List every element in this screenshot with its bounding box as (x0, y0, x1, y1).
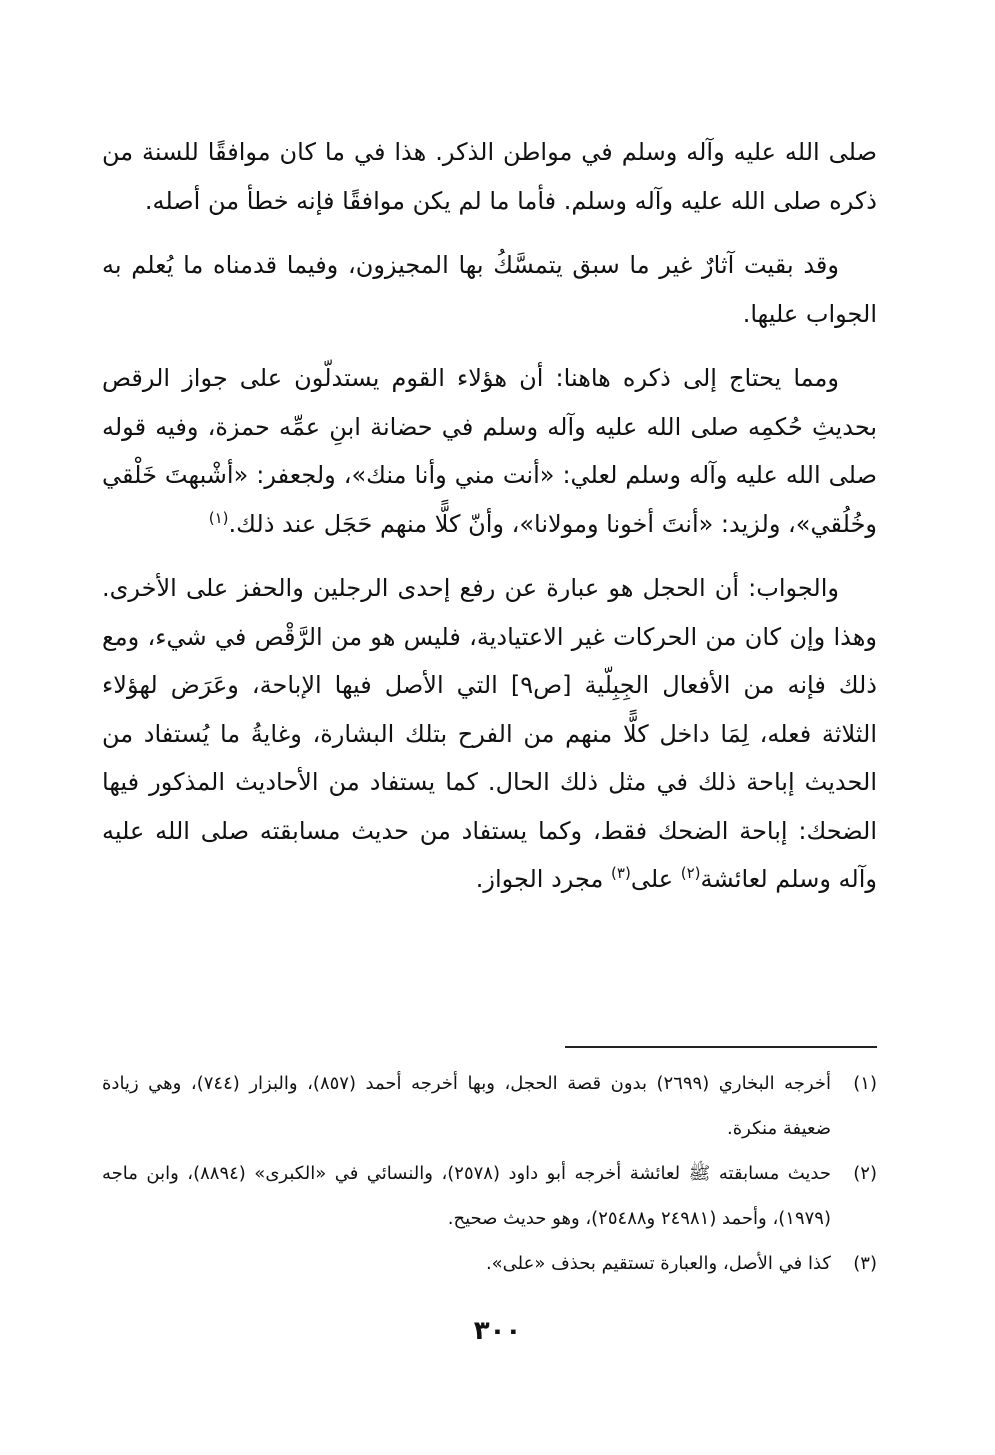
footnote-ref[interactable]: (١) (208, 508, 229, 527)
page-number: ٣٠٠ (473, 1316, 522, 1346)
footnote-text: أخرجه البخاري (٢٦٩٩) بدون قصة الحجل، وبها أخرجه أحمد (٨٥٧)، والبزار (٧٤٤)، وهي زيادة ضعيفة منكرة. (102, 1073, 831, 1139)
footnote-text: حديث مسابقته ﷺ لعائشة أخرجه أبو داود (٢٥٧٨)، والنسائي في «الكبرى» (٨٨٩٤)، وابن ماجه (١٩٧٩)، وأحمد (٢٤٩٨١ و٢٥٤٨٨)، وهو حديث صحيح. (102, 1163, 832, 1229)
footnote-divider (565, 1046, 877, 1048)
footnote-number: (٢) (853, 1163, 877, 1184)
paragraph-4: والجواب: أن الحجل هو عبارة عن رفع إحدى الرجلين والحفز على الأخرى. وهذا وإن كان من الحركات غير الاعتيادية، فليس هو من الرَّقْص في شيء، ومع ذلك فإنه من الأفعال الجِبِلّية [ص٩] التي الأصل فيها الإباحة، وعَرَض لهؤلاء الثلاثة فعله، لِمَا داخل كلًّا منهم من الفرح بتلك البشارة، وغايةُ ما يُستفاد من الحديث إباحة ذلك في مثل ذلك الحال. كما يستفاد من الأحاديث المذكور فيها الضحك: إباحة الضحك فقط، وكما يستفاد من حديث مسابقته صلى الله عليه وآله وسلم لعائشة$^{(٢)}$ على$^{(٣)}$ مجرد الجواز. (102, 574, 877, 893)
footnote-number: (٣) (853, 1253, 877, 1274)
footnote (102, 1061, 877, 1151)
paragraph-1: صلى الله عليه وآله وسلم في مواطن الذكر. هذا في ما كان موافقًا للسنة من ذكره صلى الله عليه وآله وسلم. فأما ما لم يكن موافقًا فإنه خطأ من أصله. (102, 138, 877, 215)
footnote-number: (١) (853, 1073, 877, 1094)
footnote-ref[interactable]: (٣) (611, 864, 631, 882)
paragraph-2: وقد بقيت آثارٌ غير ما سبق يتمسَّكُ بها المجيزون، وفيما قدمناه ما يُعلم به الجواب عليها. (102, 251, 877, 328)
paragraph-3: ومما يحتاج إلى ذكره هاهنا: أن هؤلاء القوم يستدلّون على جواز الرقص بحديثِ حُكمِه صلى الله عليه وآله وسلم في حضانة ابنِ عمِّه حمزة، وفيه قوله صلى الله عليه وآله وسلم لعلي: «أنت مني وأنا منك»، ولجعفر: «أشْبهتَ خَلْقي وخُلُقي»، ولزيد: «أنتَ أخونا ومولانا»، وأنّ كلًّا منهم حَجَل عند ذلك.$^{(١)}$ (102, 364, 877, 538)
footnote-text: كذا في الأصل، والعبارة تستقيم بحذف «على». (485, 1253, 831, 1274)
footnotes (102, 1061, 877, 1286)
footnote-ref[interactable]: (٢) (680, 864, 701, 882)
footnote (102, 1241, 877, 1286)
main-text (102, 128, 877, 904)
footnote (102, 1151, 877, 1241)
